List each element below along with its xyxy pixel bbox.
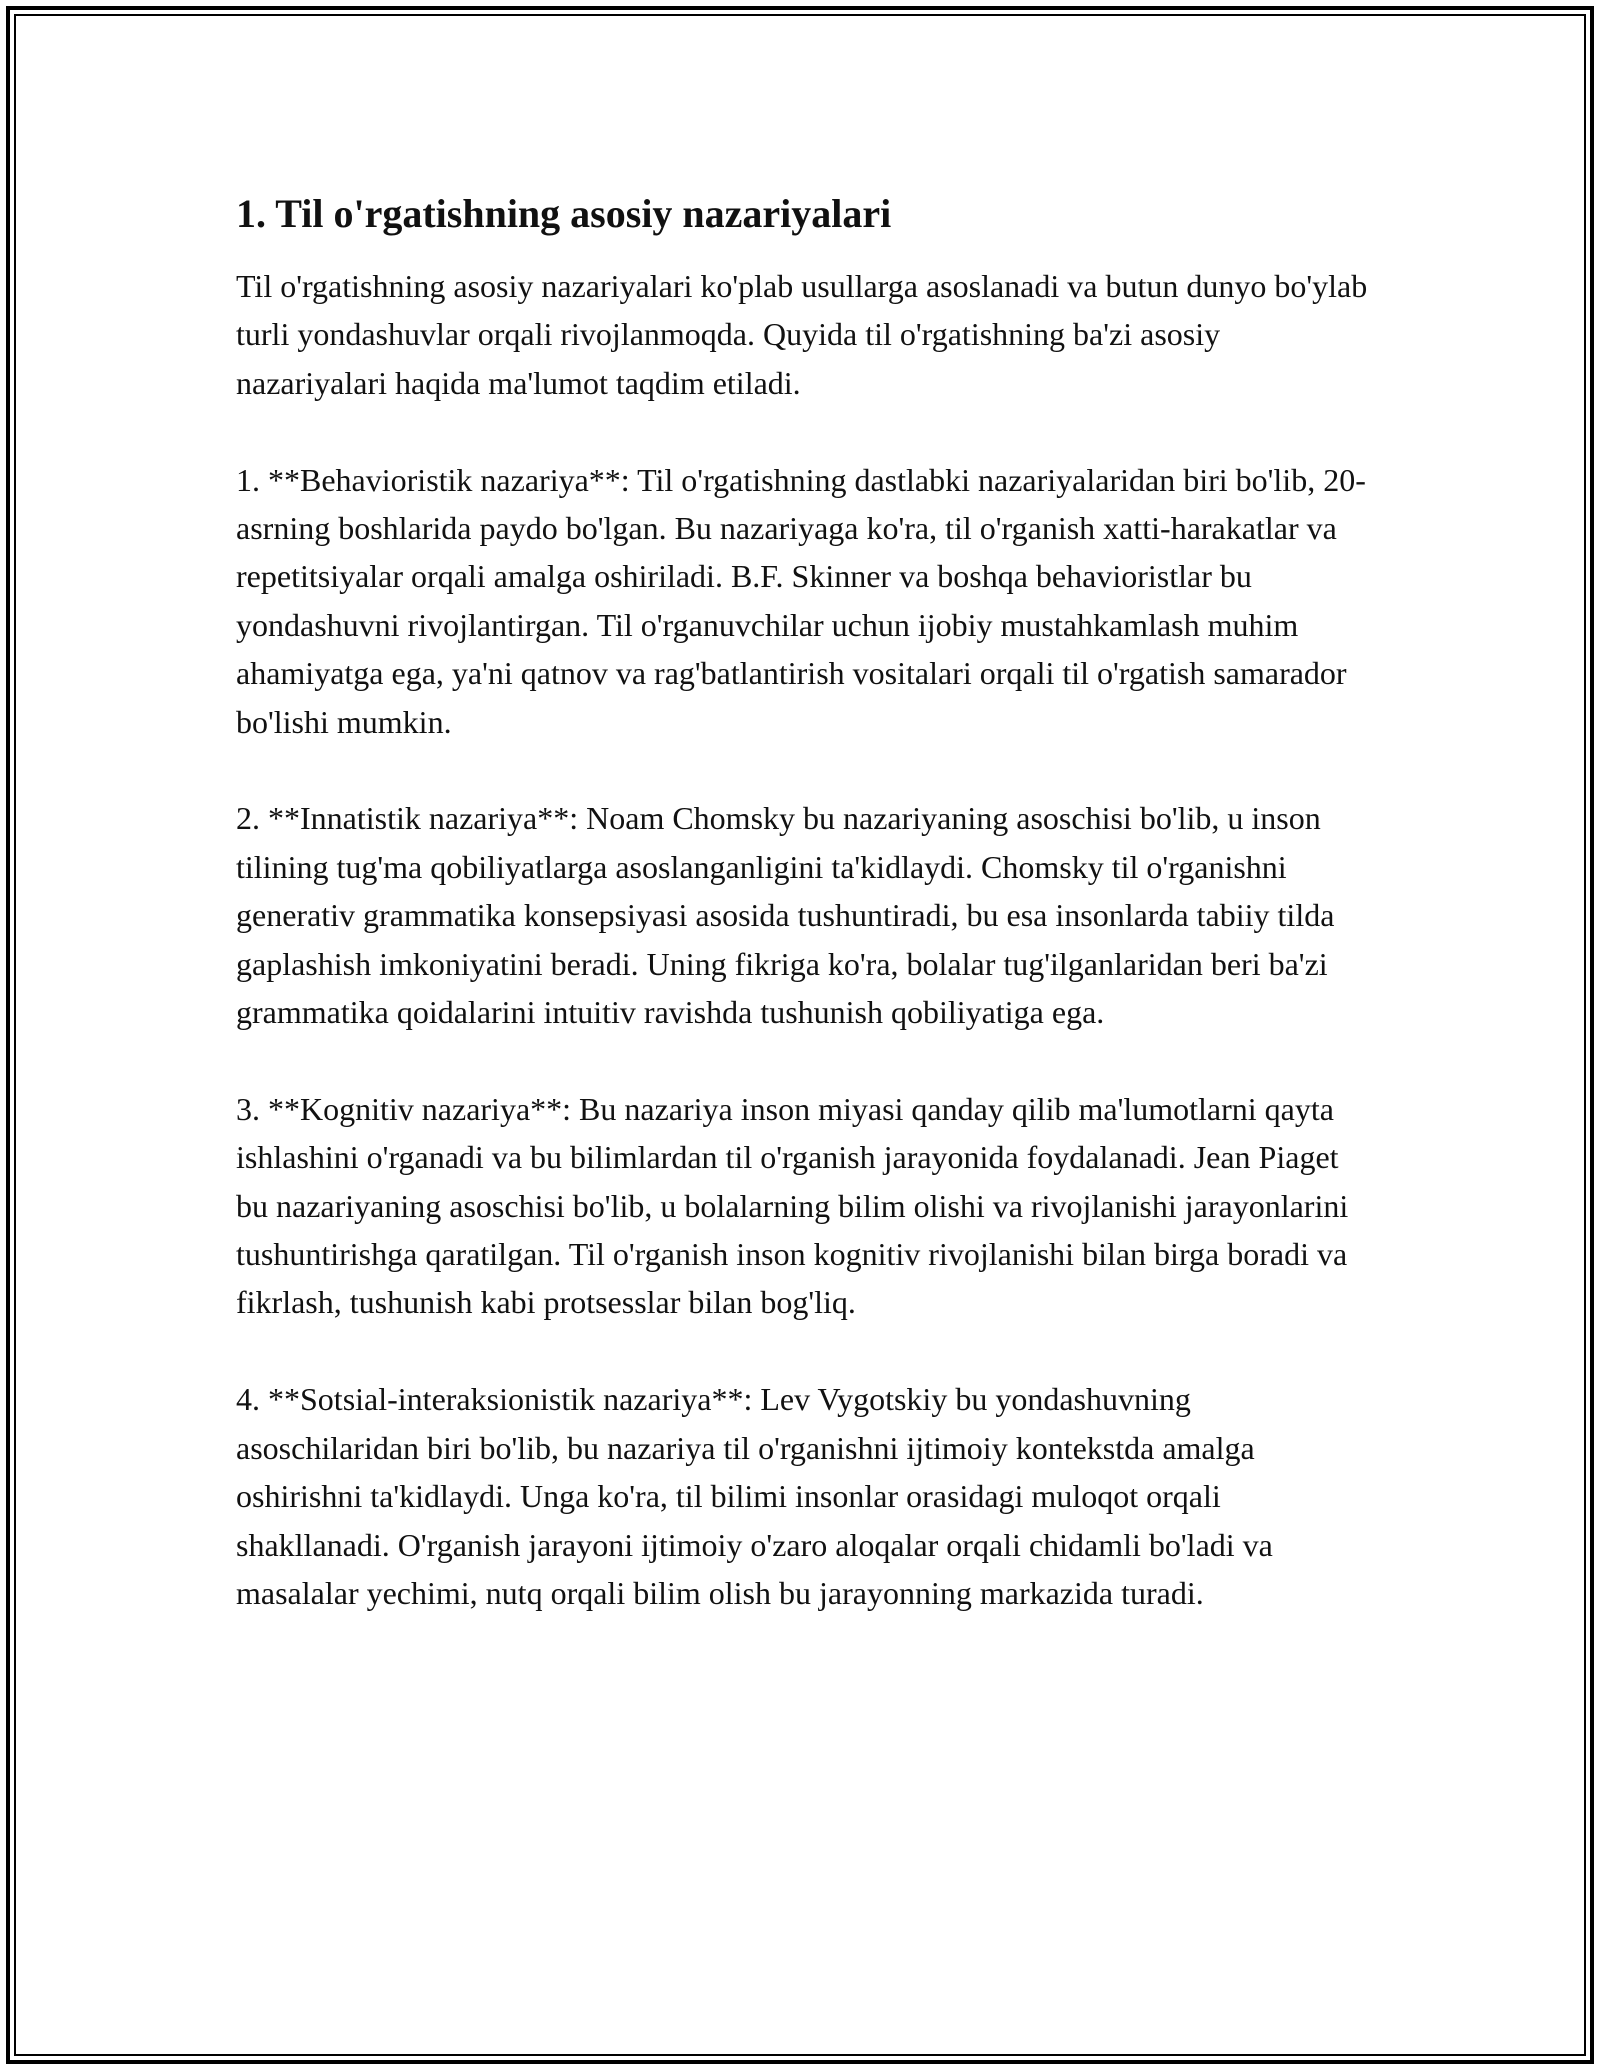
paragraph-cognitive-theory: 3. **Kognitiv nazariya**: Bu nazariya inson miyasi qanday qilib ma'lumotlarni qayta ishlashini o'rganadi va bu bilimlardan til o'rganish jarayonida foydalanadi. Jean Piaget bu nazariyaning asoschisi bo'lib, u bolalarning bilim olishi va rivojlanishi jarayonlarini tushuntirishga qaratilgan. Til o'rganish inson kognitiv rivojlanishi bilan birga boradi va fikrlash, tushunish kabi protsesslar bilan bog'liq. — [236, 1090, 1349, 1321]
paragraph-social-interactionist-theory: 4. **Sotsial-interaksionistik nazariya**: Lev Vygotskiy bu yondashuvning asoschilaridan biri bo'lib, bu nazariya til o'rganishni ijtimoiy kontekstda amalga oshirishni ta'kidlaydi. Unga ko'ra, til bilimi insonlar orasidagi muloqot orqali shakllanadi. O'rganish jarayoni ijtimoiy o'zaro aloqalar orqali chidamli bo'ladi va masalalar yechimi, nutq orqali bilim olish bu jarayonning markazida turadi. — [236, 1381, 1273, 1611]
paragraph-innatist-theory: 2. **Innatistik nazariya**: Noam Chomsky bu nazariyaning asoschisi bo'lib, u inson tilining tug'ma qobiliyatlarga asoslanganligini ta'kidlaydi. Chomsky til o'rganishni generativ grammatika konsepsiyasi asosida tushuntiradi, bu esa insonlarda tabiiy tilda gaplashish imkoniyatini beradi. Uning fikriga ko'ra, bolalar tug'ilganlaridan beri ba'zi grammatika qoidalarini intuitiv ravishda tushunish qobiliyatiga ega. — [236, 800, 1335, 1031]
document-title: 1. Til o'rgatishning asosiy nazariyalari — [236, 191, 892, 236]
intro-paragraph: Til o'rgatishning asosiy nazariyalari ko'plab usullarga asoslanadi va butun dunyo bo'ylab turli yondashuvlar orqali rivojlanmoqda. Quyida til o'rgatishning ba'zi asosiy nazariyalari haqida ma'lumot taqdim etiladi. — [236, 268, 1368, 401]
document-body — [236, 188, 1376, 1617]
paragraph-behavioristic-theory: 1. **Behavioristik nazariya**: Til o'rgatishning dastlabki nazariyalaridan biri bo'lib, 20-asrning boshlarida paydo bo'lgan. Bu nazariyaga ko'ra, til o'rganish xatti-harakatlar va repetitsiyalar orqali amalga oshiriladi. B.F. Skinner va boshqa behavioristlar bu yondashuvni rivojlantirgan. Til o'rganuvchilar uchun ijobiy mustahkamlash muhim ahamiyatga ega, ya'ni qatnov va rag'batlantirish vositalari orqali til o'rgatish samarador bo'lishi mumkin. — [236, 461, 1366, 740]
